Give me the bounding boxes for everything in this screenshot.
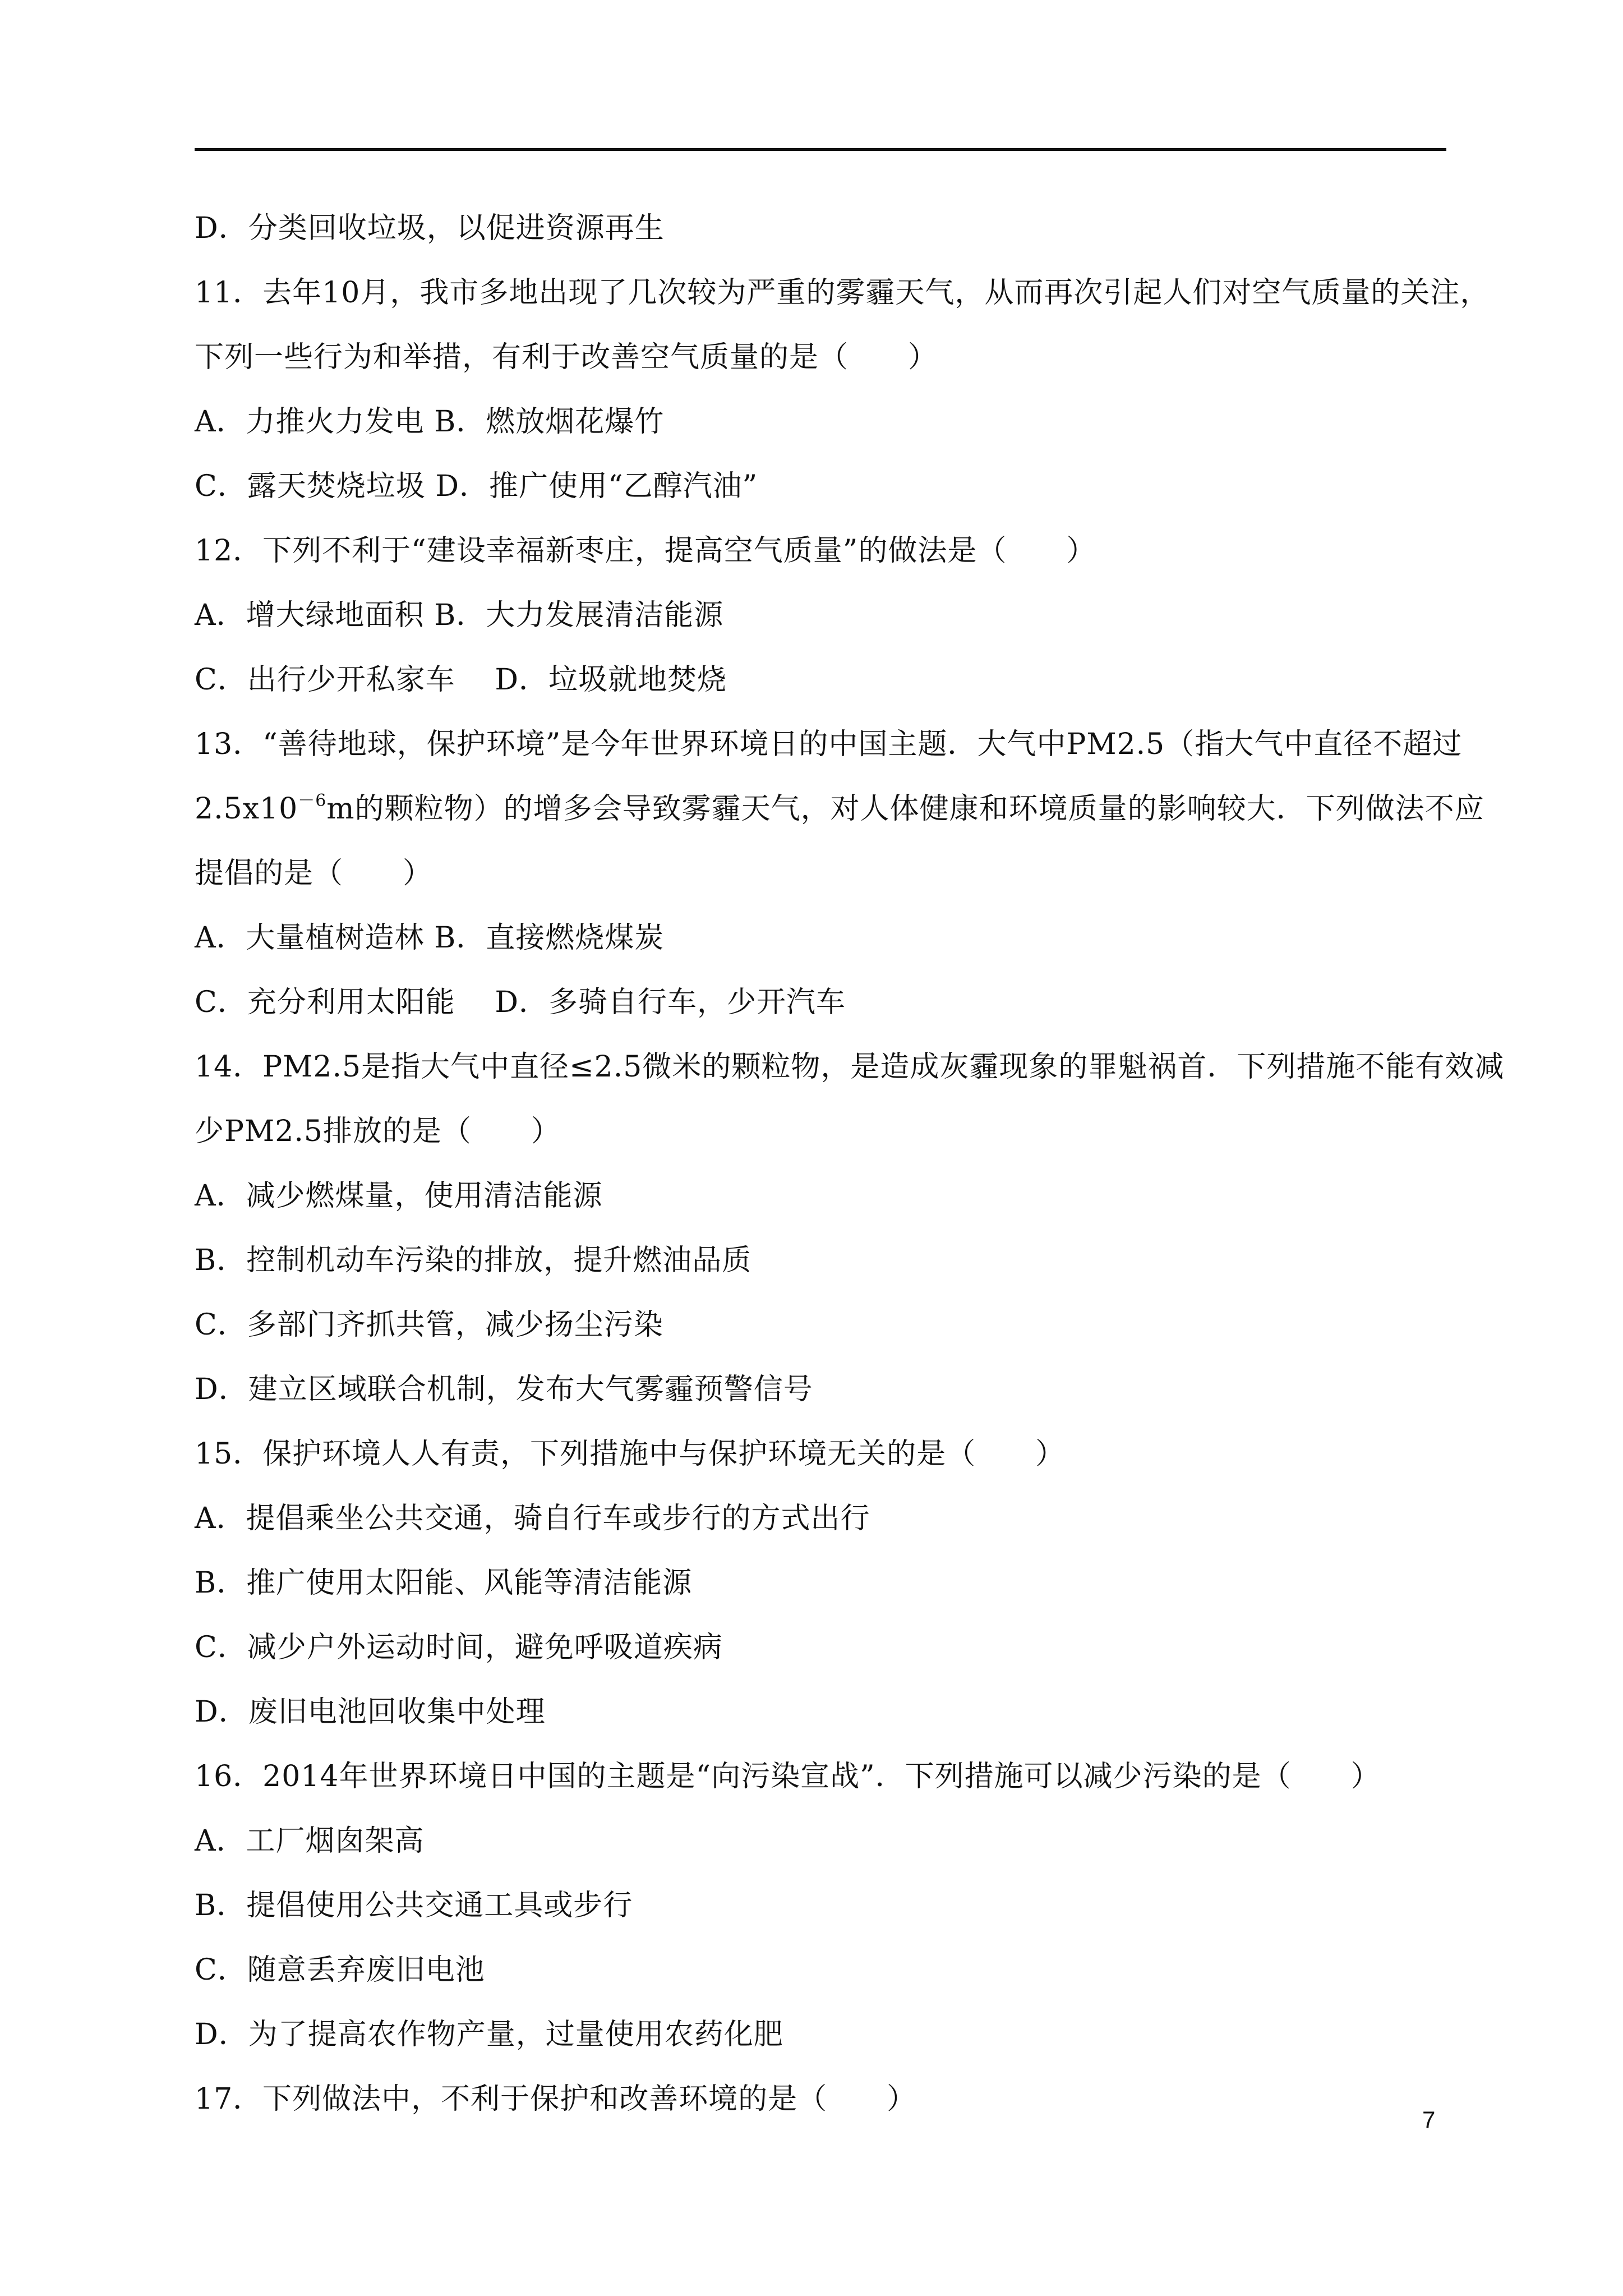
q16-option-a: A．工厂烟囱架高: [195, 1824, 425, 1858]
q12-options-ab: A．增大绿地面积 B．大力发展清洁能源: [195, 599, 724, 632]
q14-stem-line-2: 少PM2.5排放的是（ ）: [195, 1115, 561, 1148]
header-rule: [195, 148, 1446, 151]
q14-option-a: A．减少燃煤量，使用清洁能源: [195, 1179, 603, 1213]
q15-option-d: D．废旧电池回收集中处理: [195, 1695, 546, 1729]
q16-option-d: D．为了提高农作物产量，过量使用农药化肥: [195, 2018, 783, 2051]
q16-stem: 16．2014年世界环境日中国的主题是“向污染宣战”．下列措施可以减少污染的是（ ）: [195, 1760, 1381, 1793]
q13-stem-line-1: 13．“善待地球，保护环境”是今年世界环境日的中国主题．大气中PM2.5（指大气中直径不超过: [195, 728, 1463, 761]
q13-options-cd: C．充分利用太阳能 D．多骑自行车，少开汽车: [195, 986, 846, 1019]
q12-options-cd: C．出行少开私家车 D．垃圾就地焚烧: [195, 663, 727, 697]
q13-options-ab: A．大量植树造林 B．直接燃烧煤炭: [195, 921, 665, 955]
q11-options-ab: A．力推火力发电 B．燃放烟花爆竹: [195, 405, 665, 439]
q15-stem: 15．保护环境人人有责，下列措施中与保护环境无关的是（ ）: [195, 1437, 1066, 1471]
document-body: [195, 196, 1505, 2132]
q13-stem-line-3: 提倡的是（ ）: [195, 857, 433, 890]
q10-option-d: D．分类回收垃圾，以促进资源再生: [195, 211, 665, 245]
q17-stem: 17．下列做法中，不利于保护和改善环境的是（ ）: [195, 2082, 917, 2116]
q13-exponent: －6: [298, 791, 327, 811]
q14-stem-line-1: 14．PM2.5是指大气中直径≤2.5微米的颗粒物，是造成灰霾现象的罪魁祸首．下列措施不能有效减: [195, 1050, 1505, 1084]
q13-stem-line-2: [195, 777, 1484, 841]
q15-option-b: B．推广使用太阳能、风能等清洁能源: [195, 1566, 693, 1600]
q12-stem: 12．下列不利于“建设幸福新枣庄，提高空气质量”的做法是（ ）: [195, 534, 1096, 568]
q11-options-cd: C．露天焚烧垃圾 D．推广使用“乙醇汽油”: [195, 470, 758, 503]
q14-option-b: B．控制机动车污染的排放，提升燃油品质: [195, 1244, 752, 1277]
q15-option-c: C．减少户外运动时间，避免呼吸道疾病: [195, 1631, 723, 1664]
q11-stem-line-2: 下列一些行为和举措，有利于改善空气质量的是（ ）: [195, 341, 938, 374]
q16-option-c: C．随意丢弃废旧电池: [195, 1953, 485, 1987]
q14-option-d: D．建立区域联合机制，发布大气雾霾预警信号: [195, 1373, 813, 1406]
q16-option-b: B．提倡使用公共交通工具或步行: [195, 1889, 633, 1922]
q11-stem-line-1: 11．去年10月，我市多地出现了几次较为严重的雾霾天气，从而再次引起人们对空气质量的关注，: [195, 276, 1490, 310]
q13-exponent-base: 2.5x10: [195, 792, 298, 826]
page-number: 7: [1422, 2106, 1436, 2133]
q14-option-c: C．多部门齐抓共管，减少扬尘污染: [195, 1308, 663, 1342]
q13-stem-line-2-rest: m的颗粒物）的增多会导致雾霾天气，对人体健康和环境质量的影响较大．下列做法不应: [326, 792, 1484, 826]
q15-option-a: A．提倡乘坐公共交通，骑自行车或步行的方式出行: [195, 1502, 870, 1535]
